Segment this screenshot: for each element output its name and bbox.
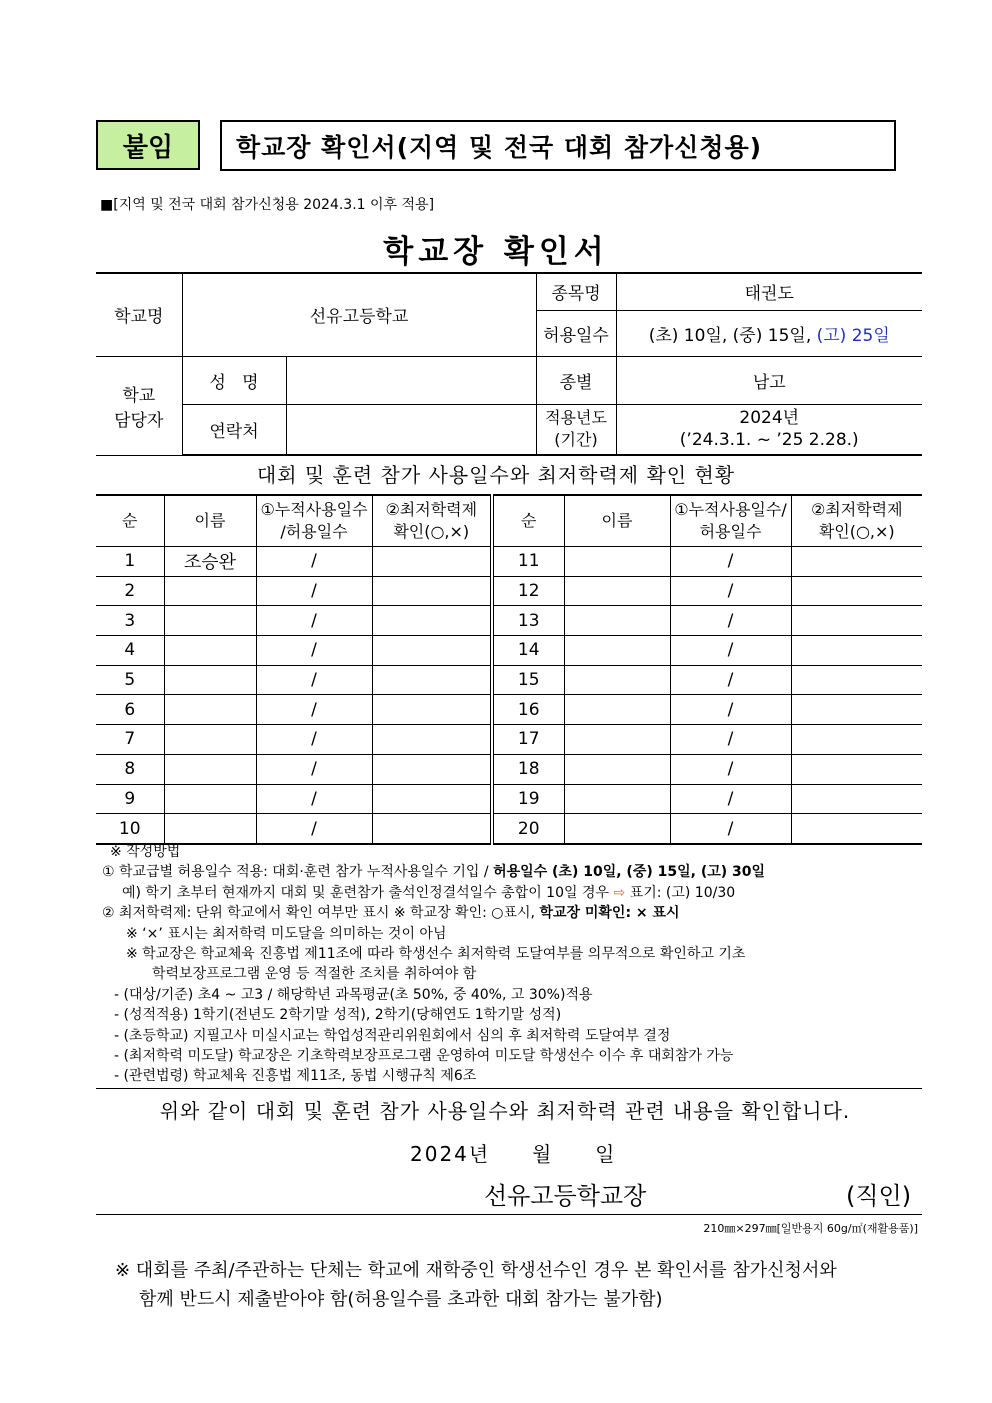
sport-value: 태권도 (616, 273, 922, 310)
row-number-left: 6 (96, 695, 164, 725)
guide-line-3-text: ② 최저학력제: 단위 학교에서 확인 여부만 표시 ※ 학교장 확인: ○표시, (102, 905, 540, 922)
row-check-left[interactable] (372, 814, 492, 844)
document-title: 학교장 확인서 (383, 234, 609, 270)
row-number-left: 5 (96, 665, 164, 695)
table-row (96, 814, 922, 844)
date-line: 2024년 월 일 (410, 1142, 617, 1166)
row-name-right[interactable] (564, 754, 670, 784)
guide-line-5: ※ 학교장은 학교체육 진흥법 제11조에 따라 학생선수 최저학력 도달여부를 의무적으로 확인하고 기초 (126, 946, 746, 963)
row-name-left[interactable] (164, 784, 256, 814)
row-number-right: 16 (492, 695, 564, 725)
header-days-right-line2: 허용일수 (699, 522, 762, 541)
guide-line-2-text: 예) 학기 초부터 현재까지 대회 및 훈련참가 출석인정결석일수 총합이 10일 경우 (122, 884, 614, 901)
header-check-left (372, 495, 492, 547)
guide-line-7: - (대상/기준) 초4 ~ 고3 / 해당학년 과목평균(초 50%, 중 40%, 고 30%)적용 (114, 986, 593, 1003)
usage-grid (96, 494, 922, 845)
guide-line-2 (102, 883, 922, 903)
footer-line-1: ※ 대회를 주최/주관하는 단체는 학교에 재학중인 학생선수인 경우 본 확인서를 참가신청서와 (115, 1260, 837, 1281)
manager-label (96, 356, 182, 455)
header-days-right-line1: ①누적사용일수/ (674, 500, 787, 519)
contact-value[interactable] (286, 404, 536, 455)
divider-top (96, 1088, 922, 1089)
row-number-left: 8 (96, 754, 164, 784)
row-number-left: 7 (96, 725, 164, 755)
guide-line-11: - (관련법령) 학교체육 진흥법 제11조, 동법 시행규칙 제6조 (114, 1068, 477, 1085)
paper-spec: 210㎜×297㎜[일반용지 60g/㎡(재활용품)] (703, 1222, 918, 1235)
row-name-left[interactable]: 조승완 (164, 547, 256, 577)
footer-line-2: 함께 반드시 제출받아야 함(허용일수를 초과한 대회 참가는 불가함) (139, 1289, 663, 1310)
guide-line-8: - (성적적용) 1학기(전년도 2학기말 성적), 2학기(당해연도 1학기말 성적) (114, 1007, 562, 1024)
header-check-left-line1: ②최저학력제 (385, 500, 478, 519)
year-value (616, 404, 922, 455)
allowed-value (616, 310, 922, 356)
row-number-right: 20 (492, 814, 564, 844)
row-number-right: 14 (492, 636, 564, 666)
table-row (96, 606, 922, 636)
row-check-right[interactable] (791, 665, 922, 695)
row-days-right[interactable]: / (670, 576, 791, 606)
row-name-right[interactable] (564, 576, 670, 606)
row-number-right: 17 (492, 725, 564, 755)
header-days-left-line2: /허용일수 (280, 522, 348, 541)
header-name-left: 이름 (164, 495, 256, 547)
row-check-right[interactable] (791, 814, 922, 844)
row-check-left[interactable] (372, 636, 492, 666)
row-days-right[interactable]: / (670, 725, 791, 755)
row-check-right[interactable] (791, 725, 922, 755)
guide-line-10: - (최저학력 미도달) 학교장은 기초학력보장프로그램 운영하여 미도달 학생선수 이수 후 대회참가 가능 (114, 1048, 734, 1065)
header-name-right: 이름 (564, 495, 670, 547)
footer-note (115, 1256, 837, 1314)
year-label-line1: 적용년도 (545, 408, 607, 428)
header-check-right-line2: 확인(○,×) (818, 522, 895, 541)
row-number-right: 19 (492, 784, 564, 814)
manager-label-line2: 담당자 (114, 410, 164, 431)
row-days-right[interactable]: / (670, 754, 791, 784)
year-label (536, 404, 616, 455)
row-name-right[interactable] (564, 784, 670, 814)
attachment-badge: 붙임 (96, 120, 200, 170)
row-name-left[interactable] (164, 665, 256, 695)
row-check-left[interactable] (372, 665, 492, 695)
row-number-left: 2 (96, 576, 164, 606)
row-days-right[interactable]: / (670, 636, 791, 666)
row-days-left[interactable]: / (256, 665, 372, 695)
row-days-left[interactable]: / (256, 547, 372, 577)
gender-value: 남고 (616, 356, 922, 404)
header-check-left-line2: 확인(○,×) (393, 522, 470, 541)
header-title: 학교장 확인서(지역 및 전국 대회 참가신청용) (220, 120, 896, 171)
row-check-right[interactable] (791, 576, 922, 606)
row-name-right[interactable] (564, 695, 670, 725)
row-check-right[interactable] (791, 784, 922, 814)
manager-label-line1: 학교 (122, 385, 156, 406)
arrow-icon: ⇨ (613, 884, 626, 901)
row-name-left[interactable] (164, 636, 256, 666)
principal-name: 선유고등학교장 (484, 1182, 647, 1210)
guide-line-9: - (초등학교) 지필고사 미실시교는 학업성적관리위원회에서 심의 후 최저학력 도달여부 결정 (114, 1027, 671, 1044)
header-days-left (256, 495, 372, 547)
row-name-left[interactable] (164, 576, 256, 606)
table-row (96, 547, 922, 577)
header-check-right-line1: ②최저학력제 (810, 500, 903, 519)
usage-section-title: 대회 및 훈련 참가 사용일수와 최저학력제 확인 현황 (256, 463, 736, 487)
table-row (96, 784, 922, 814)
guide-line-1-bold: 허용일수 (초) 10일, (중) 15일, (고) 30일 (493, 864, 766, 881)
name-value[interactable] (286, 356, 536, 404)
row-name-left[interactable] (164, 695, 256, 725)
row-check-left[interactable] (372, 784, 492, 814)
row-number-left: 3 (96, 606, 164, 636)
guide-line-6: 학력보장프로그램 운영 등 적절한 조치를 취하여야 함 (152, 966, 477, 983)
header-no-left: 순 (96, 495, 164, 547)
row-name-right[interactable] (564, 665, 670, 695)
row-name-left[interactable] (164, 725, 256, 755)
row-name-right[interactable] (564, 636, 670, 666)
row-days-left[interactable]: / (256, 695, 372, 725)
row-days-right[interactable]: / (670, 606, 791, 636)
row-days-right[interactable]: / (670, 665, 791, 695)
row-number-right: 15 (492, 665, 564, 695)
guide-line-1 (102, 862, 922, 882)
row-check-left[interactable] (372, 695, 492, 725)
row-name-right[interactable] (564, 814, 670, 844)
guide-line-3-bold: 학교장 미확인: × 표시 (539, 905, 680, 922)
row-number-left: 1 (96, 547, 164, 577)
row-number-left: 10 (96, 814, 164, 844)
row-days-left[interactable]: / (256, 784, 372, 814)
allowed-value-elem-mid: (초) 10일, (중) 15일, (648, 325, 817, 346)
table-row (96, 725, 922, 755)
row-check-right[interactable] (791, 754, 922, 784)
row-name-left[interactable] (164, 606, 256, 636)
year-value-line1: 2024년 (739, 408, 800, 429)
row-number-right: 11 (492, 547, 564, 577)
table-row (96, 754, 922, 784)
year-value-line2: (’24.3.1. ~ ’25 2.28.) (679, 430, 859, 451)
allowed-value-high: (고) 25일 (816, 325, 890, 346)
writing-guide (102, 842, 922, 1087)
table-row (96, 636, 922, 666)
info-table (96, 272, 922, 456)
apply-note: ■[지역 및 전국 대회 참가신청용 2024.3.1 이후 적용] (100, 197, 435, 213)
header-days-right (670, 495, 791, 547)
guide-line-4: ※ ‘×’ 표시는 최저학력 미도달을 의미하는 것이 아님 (126, 925, 447, 942)
row-number-right: 18 (492, 754, 564, 784)
school-value: 선유고등학교 (182, 273, 536, 356)
guide-title: ※ 작성방법 (110, 844, 181, 860)
name-label: 성 명 (182, 356, 286, 404)
row-check-right[interactable] (791, 547, 922, 577)
row-name-right[interactable] (564, 725, 670, 755)
row-check-right[interactable] (791, 695, 922, 725)
official-seal: (직인) (846, 1182, 912, 1210)
row-check-left[interactable] (372, 547, 492, 577)
row-number-left: 4 (96, 636, 164, 666)
row-check-left[interactable] (372, 754, 492, 784)
row-days-right[interactable]: / (670, 547, 791, 577)
table-row (96, 576, 922, 606)
table-row (96, 695, 922, 725)
row-check-right[interactable] (791, 636, 922, 666)
row-days-right[interactable]: / (670, 695, 791, 725)
row-number-right: 13 (492, 606, 564, 636)
row-name-left[interactable] (164, 814, 256, 844)
row-number-left: 9 (96, 784, 164, 814)
row-days-left[interactable]: / (256, 725, 372, 755)
row-days-left[interactable]: / (256, 636, 372, 666)
row-name-right[interactable] (564, 606, 670, 636)
guide-line-3 (102, 903, 922, 923)
guide-line-2-tail: 표기: (고) 10/30 (625, 884, 736, 901)
divider-bottom (96, 1214, 922, 1215)
row-days-left[interactable]: / (256, 754, 372, 784)
header-no-right: 순 (492, 495, 564, 547)
row-check-left[interactable] (372, 725, 492, 755)
row-number-right: 12 (492, 576, 564, 606)
row-days-left[interactable]: / (256, 814, 372, 844)
year-label-line2: (기간) (554, 430, 598, 450)
sport-label: 종목명 (536, 273, 616, 310)
row-check-left[interactable] (372, 576, 492, 606)
gender-label: 종별 (536, 356, 616, 404)
row-days-right[interactable]: / (670, 814, 791, 844)
row-name-left[interactable] (164, 754, 256, 784)
row-days-right[interactable]: / (670, 784, 791, 814)
school-label: 학교명 (96, 273, 182, 356)
guide-line-1-text: ① 학교급별 허용일수 적용: 대회·훈련 참가 누적사용일수 기입 / (102, 864, 494, 881)
row-days-left[interactable]: / (256, 576, 372, 606)
header-check-right (791, 495, 922, 547)
row-check-right[interactable] (791, 606, 922, 636)
allowed-label: 허용일수 (536, 310, 616, 356)
row-check-left[interactable] (372, 606, 492, 636)
header-days-left-line1: ①누적사용일수 (260, 500, 368, 519)
row-name-right[interactable] (564, 547, 670, 577)
row-days-left[interactable]: / (256, 606, 372, 636)
confirmation-text: 위와 같이 대회 및 훈련 참가 사용일수와 최저학력 관련 내용을 확인합니다. (159, 1099, 851, 1123)
table-row (96, 665, 922, 695)
contact-label: 연락처 (182, 404, 286, 455)
